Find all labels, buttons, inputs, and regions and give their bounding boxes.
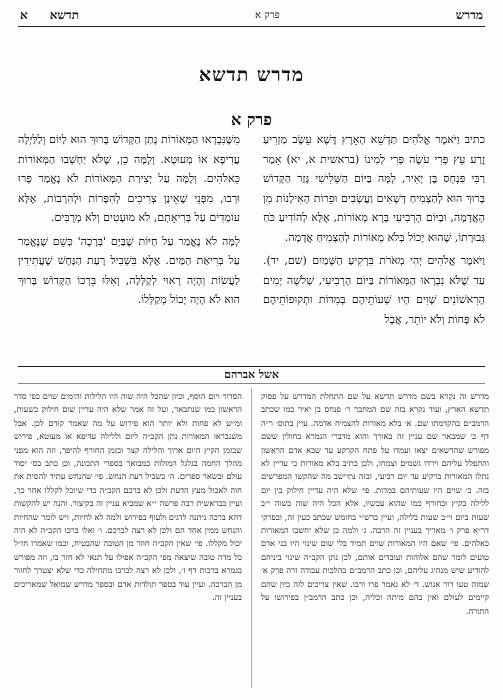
main-text-right-column (263, 130, 485, 333)
page-letter: א (20, 7, 28, 22)
column-divider (251, 388, 252, 688)
running-head (20, 6, 483, 24)
commentary-left-column: הסדור ויום הוסף, וכיון שהכל היה שוה היו הלילות והימים שוים כפי סדר הראשון כמו שנתבאר, ועל זה אמר שלא היה עדיין שום חילוק בשעות, ומ״ש לא פחות ולא יותר הוא פירוש על מה שאמר קודם לכן. אבל משנבראו המאורות נתן הקב״ה ליום וללילה עדיפא או מעוטא, פירוש שבזמן הקיץ היום ארוך והלילה קצר ובזמן החורף להיפך, וזה הוא מפני מהלך החמה בגלגל המזלות כמבואר בספרי התכונה, וכן כתב בס׳ יסוד עולם ובשאר ספרים. ה׳ בשביל רעת הנחש. פי׳ שהנחש עתיד להסית את חוה לאכול מעץ הדעת ולכן לא ברכם הקב״ה כדי שיוכל לקללו אחר כך, ועיין בבראשית רבה פרשה י״א שמביא עניין זה בקיצור. והנה יש להקשות דהא ברכה ניתנה לדגים ולעוף בפירוש ולמה לא לחיות, ויש לומר שהחיות והנחש ממין אחד הם ולכן לא רצה לברכם. ו׳ ואלו ברכו הקב״ה לא היה יכול מקללו. פי׳ שאין הקב״ה חוזר מן הטובה שהבטיח, וכמו שאמרו חז״ל כל מדה טובה שיצאה מפי הקב״ה אפילו על תנאי לא חזר בו, וזה מפורש בגמרא ברכות דף ז׳, ולכן לא רצה לברכו מתחילה כדי שלא יצטרך לחזור מן הברכה. ועיין עוד בספר תולדות אדם ובספר מדרש שמואל שמאריכים בעניין זה. (14, 391, 242, 603)
running-head-chapter: פרק א (255, 9, 280, 21)
main-paragraph: מִשֶּׁנִּבְרְאוּ הַמְּאוֹרוֹת נָתַן הַקָּדוֹשׁ בָּרוּךְ הוּא לַיּוֹם וְלַלַּיְלָה עֲדִיפָא אוֹ מְעוּטָא. וְלָמָּה כֵן, שֶׁלֹּא יַחְשְׁבוּ הַמְּאוֹרוֹת כֵּאלֹהִים. וְלָמָּה עַל יְצִירַת הַמְּאוֹרוֹת לֹא נֶאֱמַר פְּרוּ וּרְבוּ, מִפְּנֵי שֶׁאֵינָן צְרִיכִים לְהִפָּרוֹת וּלְהִרָבוֹת, אֶלָּא עוֹמְדִים עַל בְּרִיאָתָם, לֹא מוּעָטִים וְלֹא מְרֻבִּים. (18, 133, 240, 224)
commentary-right-column: מדרש זה נקרא בשם מדרש תדשא על שם התחלת המדרש על פסוק תדשא הארץ, ועוד נקרא בזה שם המחבר ר׳ פנחס בן יאיר כמו שכתב הרמב״ם בהקדמתו שם. א׳ בלא מאורות להצמיח אדמה. עיין בתוס׳ ר״ה דף כ׳ שמבאר שם עניין זה באורך והוא מדברי הגמרא בחולין ששם מפורש שהדשאים יצאו ועמדו על פתח הקרקע עד שבא אדם הראשון והתפלל עליהם וירדו גשמים וצמחו, ולכן כתיב בלא מאורות כי עדיין לא נתלו המאורות ברקיע עד יום רביעי, ובזה נתיישב מה שהקשו המפרשים בזה. ב׳ שוים היו שעותיהם במדות. פי׳ שלא היה עדיין חילוק בין יום ללילה בקיץ ובחורף כמו שהוא עכשיו, אלא הכל היה שוה בשוה י״ב שעות ביום וי״ב שעות בלילה, ועיין ברש״י בחומש שכתב כעין זה, ובפרקי דר״א פרק ו׳ מאריך בעניין זה הרבה. ג׳ ולמה כן שלא יחשבו המאורות כאלהים. פי׳ שאם היו המאורות שוים תמיד בלי שום שינוי היו בני אדם טועים לומר שהם אלוהות ועובדים אותם, לכן נתן הקב״ה שינוי ביניהם להודיע שיש מנהיג עליהם, וכן כתב הרמב״ם בהלכות עבודה זרה פרק א׳ שמזה טעו דור אנוש. ד׳ לא נאמר פרו ורבו. שאין צריכים לזה כיון שהם קיימים לעולם ואין בהם מיתה וכליה, וכן כתב הרמב״ן בפירושו על התורה. (261, 391, 489, 616)
page-title: מדרש תדשא (198, 64, 305, 86)
commentary-separator (18, 366, 485, 367)
chapter-heading: פרק א (231, 110, 272, 129)
running-head-right (456, 8, 483, 23)
commentary-title-rule (18, 383, 485, 384)
main-paragraph: כתיב וַיֹּאמֶר אֱלֹהִים תַּדְשֵׁא הָאָרֶץ דֶּשֶׁא עֵשֶׂב מַזְרִיעַ זֶרַע עֵץ פְּרִי עֹשֶׂה פְּרִי לְמִינוֹ (בראשית א, יא) אָמַר רַבִּי פִּנְחָס בֶּן יָאִיר, לָמָּה בַּיּוֹם הַשְּׁלִישִׁי גָּזַר הַקָּדוֹשׁ בָּרוּךְ הוּא לְהַצְמִיחַ דְּשָׁאִים וַעֲשָׂבִים וּפֵרוֹת הָאִילָנוֹת מִן הָאֲדָמָה, וּבַיּוֹם הָרְבִיעִי בָּרָא מְאוֹרוֹת, אֶלָּא לְהוֹדִיעַ כֹּחַ גְּבוּרָתוֹ, שֶׁהוּא יָכוֹל בְּלֹא מְאוֹרוֹת לְהַצְמִיחַ אֲדָמָה. (263, 133, 485, 244)
commentary-title: אשל אברהם (224, 368, 279, 381)
running-head-title: מדרש (455, 7, 483, 22)
header-rule (18, 26, 485, 27)
running-head-book: תדשא (49, 7, 80, 22)
running-head-left (20, 8, 79, 23)
main-paragraph: לָמָּה לֹא נֶאֱמַר עַל חַיּוֹת שֶׁבַּיָּם 'בְּרָכָה' כְּשֵׁם שֶׁנֶּאֱמַר עַל בְּרִיאַת הַמַּיִם. אֶלָּא בִּשְׁבִיל רָעַת הַנָּחָשׁ שֶׁעֲתִידִין לַעֲשׂוֹת וְהָיָה רָאוּי לְקַלְּלָה, וְאִלּוּ בֵּרְכוֹ הַקָּדוֹשׁ בָּרוּךְ הוּא לֹא הָיָה יָכוֹל מְקַלְּלוֹ. (18, 234, 240, 306)
main-paragraph: וַיֹּאמֶר אֱלֹהִים יְהִי מְאֹרֹת בִּרְקִיעַ הַשָּׁמַיִם (שם, יד). עַד שֶׁלֹּא נִבְרְאוּ הַמְּאוֹרוֹת בַּיּוֹם הָרְבִיעִי, שְׁלֹשָׁה יָמִים הָרִאשׁוֹנִים שָׁוִים הָיוּ שְׁעוֹתֵיהֶם בְּמִדּוֹת וּתְקוּפוֹתֵיהֶם לֹא פָּחוֹת וְלֹא יוֹתֵר, אֲבָל (263, 254, 485, 326)
main-text-left-column (18, 130, 240, 314)
